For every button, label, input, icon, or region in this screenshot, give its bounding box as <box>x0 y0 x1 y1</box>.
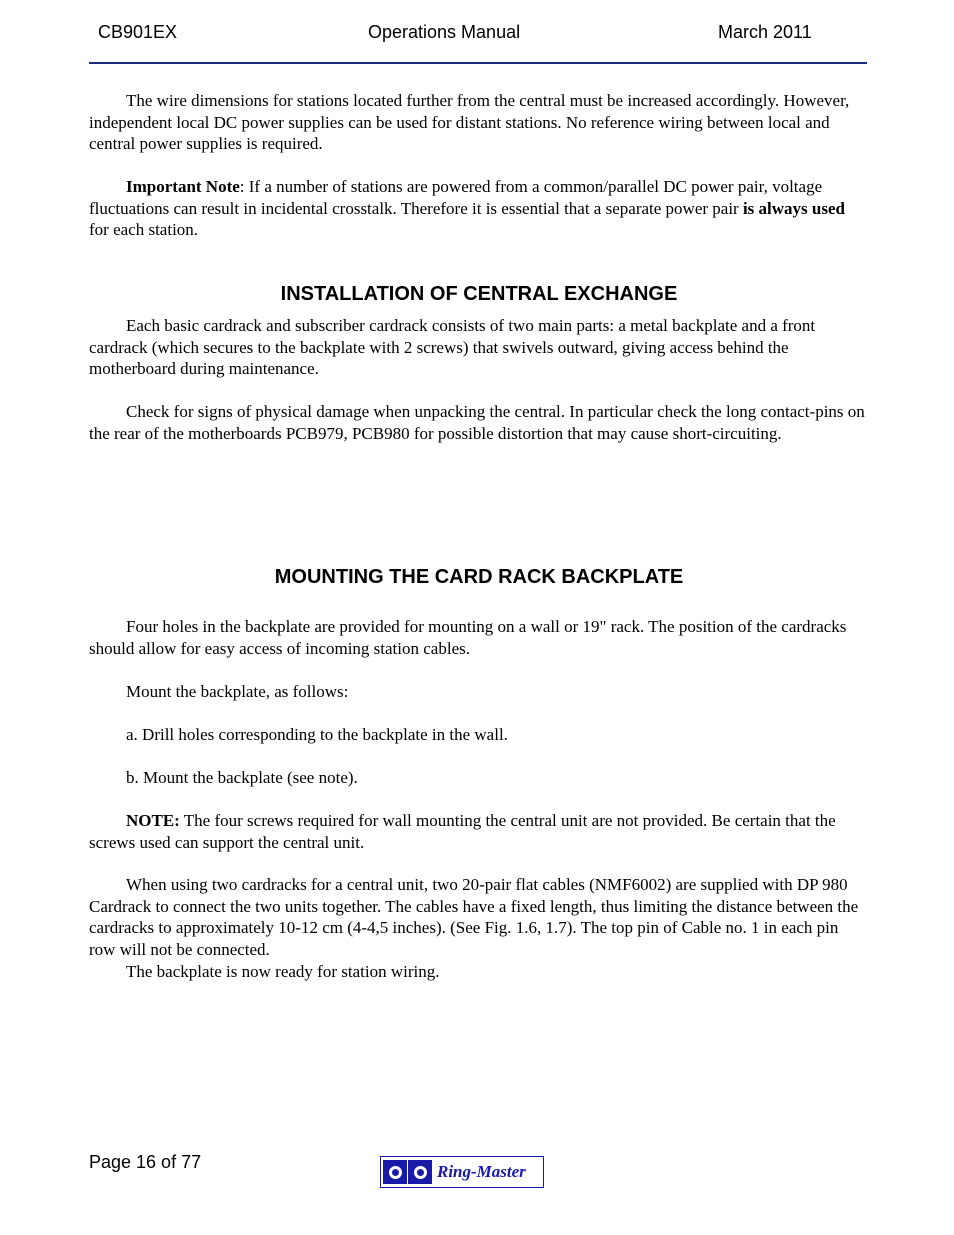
header-date: March 2011 <box>718 22 812 42</box>
important-note-emphasis: is always used <box>742 198 845 218</box>
paragraph-screws-note <box>89 810 869 853</box>
paragraph-mounting-holes: Four holes in the backplate are provided for mounting on a wall or 19" rack. The position of the cardracks should allow for easy access of incoming station cables. <box>89 617 847 658</box>
logo-wordmark: Ring-Master <box>437 1162 526 1181</box>
screws-note-text: The four screws required for wall mounting the central unit are not provided. Be certain that the screws used can support the central unit. <box>89 811 836 852</box>
header-document-code: CB901EX <box>98 22 178 42</box>
section-heading-installation: INSTALLATION OF CENTRAL EXCHANGE <box>280 283 678 305</box>
paragraph-flat-cables: When using two cardracks for a central unit, two 20-pair flat cables (NMF6002) are supplied with DP 980 Cardrack to connect the two units together. The cables have a fixed length, thus limiting the distance between the cardracks to approximately 10-12 cm (4-4,5 inches). (See Fig. 1.6, 1.7). The top pin of Cable no. 1 in each pin row will not be connected. <box>89 875 859 959</box>
paragraph-physical-damage: Check for signs of physical damage when unpacking the central. In particular check the long contact-pins on the rear of the motherboards PCB979, PCB980 for possible distortion that may cause short-circuiting. <box>89 402 865 443</box>
header-document-title: Operations Manual <box>368 22 521 42</box>
list-item-drill-holes: a. Drill holes corresponding to the backplate in the wall. <box>126 725 508 744</box>
paragraph-important-note <box>89 176 869 241</box>
paragraph-backplate-ready: The backplate is now ready for station wiring. <box>126 962 440 981</box>
logo-rings-icon <box>383 1157 433 1187</box>
important-note-text-b: for each station. <box>89 220 199 239</box>
header-divider <box>89 62 867 64</box>
paragraph-cardrack-parts: Each basic cardrack and subscriber cardrack consists of two main parts: a metal backplate and a front cardrack (which secures to the backplate with 2 screws) that swivels outward, giving access behind the motherboard during maintenance. <box>89 316 816 378</box>
paragraph-wire-dimensions: The wire dimensions for stations located further from the central must be increased accordingly. However, independent local DC power supplies can be used for distant stations. No reference wiring between local and central power supplies is required. <box>89 91 850 153</box>
ring-master-logo <box>380 1156 544 1188</box>
important-note-label: Important Note <box>126 177 240 196</box>
page-number: Page 16 of 77 <box>89 1152 202 1172</box>
screws-note-label: NOTE: <box>126 811 180 830</box>
paragraph-mount-steps-intro: Mount the backplate, as follows: <box>126 682 349 701</box>
section-heading-mounting: MOUNTING THE CARD RACK BACKPLATE <box>274 566 684 588</box>
important-note-text-a: : If a number of stations are powered from a common/parallel DC power pair, voltage fluctuations can result in incidental crosstalk. Therefore it is essential that a separate power pair <box>89 177 823 218</box>
list-item-mount-backplate: b. Mount the backplate (see note). <box>126 768 358 787</box>
